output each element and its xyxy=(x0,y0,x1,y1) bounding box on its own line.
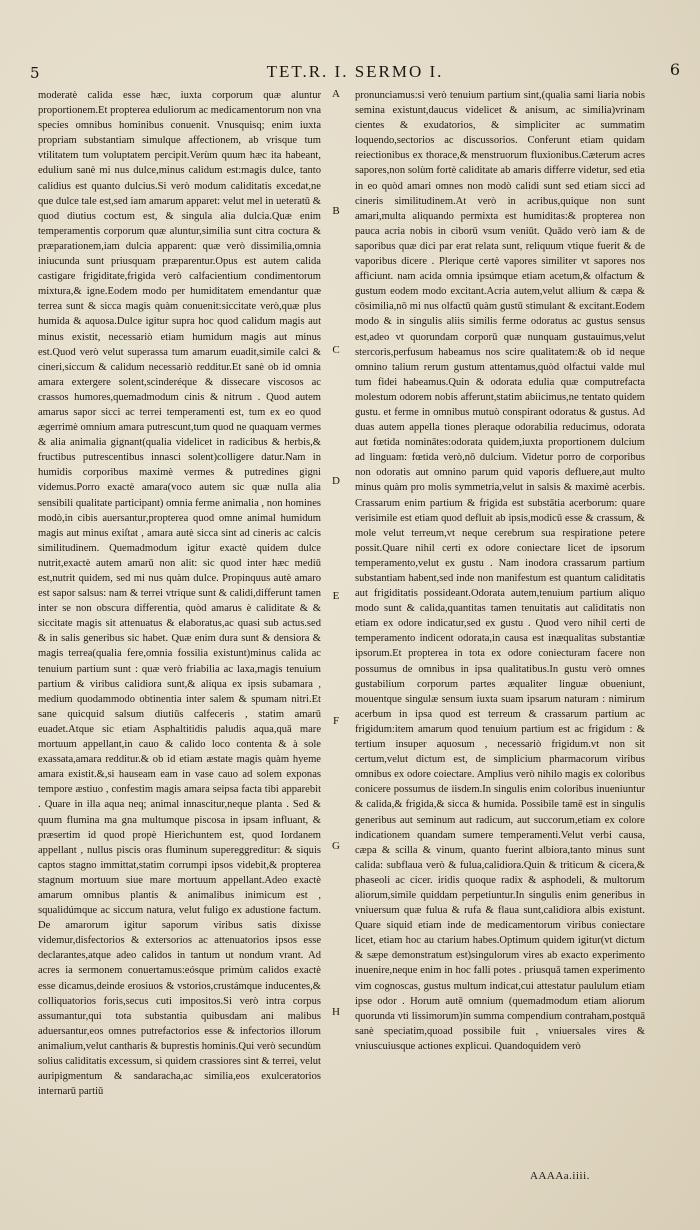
signature-mark: AAAAa.iiii. xyxy=(530,1170,590,1182)
margin-letter-c: C xyxy=(332,344,340,356)
margin-letter-e: E xyxy=(332,590,340,602)
margin-letter-h: H xyxy=(332,1006,340,1018)
margin-letter-d: D xyxy=(332,475,340,487)
margin-letter-f: F xyxy=(332,715,340,727)
folio-right: 6 xyxy=(669,60,680,79)
margin-letter-a: A xyxy=(332,88,340,100)
running-head: TET.R. I. SERMO I. xyxy=(266,62,444,81)
page-header xyxy=(30,60,680,86)
left-column-text: moderatè calida esse hæc, iuxta corporum quæ aluntur proportionem.Et propterea eduliorum ac medicamentorum non vna species omnibus hominibus conuenit. Vnusquisq; enim iuxta propriam substantiam simulque affectionem, ab vrisque tum vtilitatem tum voluptatem percipit.Verùm quum hæc ita habeant, edulium sanè mi nus dulce,minus calidum est:magis dulce, tanto calidius est quanto dulcius.Si verò modum caliditatis excedat,ne que dulce tale est,sed iam amarum apparet: velut mel in ueteratū & quod diutius coctum est, & singula alia dulcia.Quæ enim temperamentis corporum quæ aluntur,similia sunt citra coctura & præparationem,iam dulcia apparent: quæ verò dissimilia,omnia iniucunda sunt priusquam præparentur.Opus est autem calida castigare frigiditate,frigida verò calfacientium condimentorum mixtura,& igne.Eodem modo per humiditatem emendantur quæ terrea sunt & sicca magis quàm conuenit:siccitate verò,quæ plus humida & aquosa.Dulce igitur supra hoc quod calidum magis aut minus existit, necessariò etiam humidum magis aut minus est.Quod verò velut superassa tum amarum euadit,simile calci & cineri,siccum & calidum necessariò redditur.Et sanè ob id omnia amara extergere solent,scinderéque & dissecare viscosos ac crassos humores,quemadmodum cinis & nitrum . Quod autem amarus sapor sicci ac terrei temperamenti est, tum ex eo quod ægerrimè omnium amara putrescunt,tum quod ne quaquam vermes & alia animalia gignant(qualia videlicet in radicibus & herbis,& fructibus putrescentibus innasci solent)colligere datur.Nam in humidis corporibus maximè vermes & putredines gigni videmus.Porro exactè amara(voco autem sic quæ nulla alia sensibili qualitate participant) omnia ferme animalia , non homines modò,in cibis auersantur,propterea quod omne animal humidum magis aut minus exiſtat , amara autè sicca sint ad cineris ac calcis similitudinem. Quemadmodum igitur exactè quidem dulce nutrit,exactè autem amarū non alit: sic quod inter hæc mediū est,nutrit quidem, sed mi nus quàm dulce. Propinquus autè amaro est sapor salsus: nam & terrei vtrique sunt & calidi,differunt tamen inter se non obscura differentia, quòd amarus è caliditate & & siccitate magis sit attenuatus & elaboratus,ac quasi sub actus.sed & in salis generibus sic habet. Quæ enim dura sunt & densiora & magis terrea(qualia fere,omnia fossilia existunt)minus calida ac tenuium partium sunt : quæ verò friabilia ac laxa,magis tenuium partium & viribus calidiora sunt,& aliqua ex ipsis subamara , medium quodammodo obtinentia inter salem & spumam nitri.Et sane quicquid salsum diutiūs calfeceris , statim amarū euadet.Atque sic etiam Asphaltitidis paludis aqua,quā mare mortuum appellant,in cauo & calido loco contenta & à sole exassata,amara redditur.& ob id etiam æstate magis quàm hyeme amara existit.&,si hauseam eam in vase cauo ad solem exponas tempore æstiuo , confestim magis amara seipsa facta tibi apparebit . Quare in illa aqua neq; animal innascitur,neque planta . Sed & quum flumina ma gna multumque piscosa in ipsam influant, & præsertim id quod propè Hierichuntem est, quod Iordanem appellant , nullus piscis oras fluminum supereggreditur: & siquis captos stagno immittat,statim corrumpi ipsos videbit,& propterea stagnum mortuum siue mare mortuum appellant.Adeo exactè amarum omnibus plantis & animalibus inimicum est , squalidúmque ac siccum natura, velut fuligo ex adustione factum. De amarorum igitur saporum viribus satis dixisse videmur,disfectorios & extersorios ac attenuatorios ipsos esse declarantes,atque adeo calidos in tantum ut nondum vrant. Ad acres ia sermonem conuertamus:eósque primùm calidos exactè esse dicamus,deinde erosiuos & vstorios,crustámque inducentes,& colliquatorios foris,secus cuti impositos.Si verò intra corpus assumantur,qui tota substantia quibusdam ani malibus aduersantur,eos omnes putrefactorios esse & infectorios illorum animalium,velut cantharis & buprestis hominis.Qui verò secundùm solius caliditatis excessum, si quidem crassiores sint & terrei, velut auripigmentum & sandaracha,ac similia,eos exulceratorios internarū partiū xyxy=(38,90,321,1098)
folio-left: 5 xyxy=(30,64,40,82)
right-column-text: pronunciamus:si verò tenuium partium sint,(qualia sami liaria nobis semina existunt,daucus videlicet & anisum, ac similia)vrinam cientes & exudatorios, & simpliciter ac summatim loquendo,sectorios ac discussorios. Conferunt etiam quidam reiectionibus ex thorace,& menstruorum fluxionibus.Cæterum acres sapores,non solùm fortè caliditate ab amaris differre videtur, sed etia in eo quòd amari omnes non modò calidi sunt sed etiam sicci ad cineris similitudinem.At verò in acribus,quique non sunt amari,multa aliquando permixta est humiditas:& propterea non pauca acria nobis in ciborū vsum veniūt. Quādo verò iam & de saporibus quæ dici par erat relata sunt, reliquum vtique fuerit & de vaporibus dicere . Plerique certè vapores similiter vt sapores nos afficiunt. nam acida omnia ipsúmque etiam acetum,& olfactum & gustum eodem modo excitant.Acria autem,velut allium & cæpa & cōsimilia,nō mi nus olfactū quàm gustū stimulant & excitant.Eodem modo & in singulis aliis similis ferme odoratus ac gustus sensus est,adeo vt quorundam corporū quæ nunquam gustauimus,velut stercoris,perfusum habeamus nos scire qualitatem:& ob id neque omnino talium rerum gustum attentamus,quòd olfactui valde mul tum fidei habeamus.Quin & odorata edulia quæ computrefacta molestum odorem nobis afferunt,statim abiicimus,ne tentato quidem gustu. et ferme in omnibus mutuò conspirant odoratus & gustus. Ad duas autem appella tiones pleraque odorabilia reducimus, odorata aut fœtida nominātes:odorata quidem,iuxta proportionem dulcium ad linguam: fœtida verò,nō dulcium. Videtur porro de corporibus non odoratis aut omnino parum quid vaporis defluere,aut multo minus quàm pro molis symmetria,velut in salsis & maximè acerbis. Crassarum enim partium & frigida est substātia acerborum: quare verisimile est etiam quod defluit ab ipsis,modicū esse & crassum, & mole velut terreum,vt neque cerebrum sua respiratione petere possit.Quare nihil certi ex odore coniectare licet de ipsorum temperamento,velut ex gustu . Nam inodora crassarum partium substantiam habent,sed inde non manifestum est quantum caliditatis aut frigiditatis possideant.Odorata autem,tenuium partium aliquo modo sunt & calida,quantitas tamen tenuitatis aut caliditatis non etiam ex odore indicatur,sed ex gustu . Quod vero nihil certi de temperamento indicent odorata,in causa est inæqualitas substantiæ ipsorum.Et propterea in tota ex odore coniecturam facere non possumus de omnibus in ipsa qualitatibus.In gustu verò omnes gustabilium corporum partes æqualiter linguæ obueniunt, mouentque singulæ sensum iuxta suam ipsarum naturam : nimirum acerbum in ipsa quod est terreum & crassarum partium ac frigidum:item amarum quod tenuium partium est ac frigidum : & tertium insuper aquosum , necessariò frigidum.vt non sit certum,velut dictum est, de simplicium pharmacorum viribus omnibus ex odore coiectare. Amplius verò nihilo magis ex coloribus conicere possumus de iisdem.In singulis enim coloribus inueniuntur & calida,& frigida,& sicca & humida. Possibile tamē est in singulis generibus aut seminum aut radicum, aut succorum,etiam ex colore indicationem quandam sumere temperamenti.Velut verbi causa, cæpa & scilla & vinum, quanto fuerint albiora,tanto minus sunt calida: subflaua verò & fulua,calidiora.Quin & triticum & cicera,& phaseoli ac cicer. iridis quoque radix & asphodeli, & multorum aliorum,simile quiddam perpetiuntur.In singulis enim generibus in vniuersum quæ fulua & rufa & flaua sunt,calidiora albis existunt. Quare siquid etiam inde de medicamentorum viribus coniectare licet, etiam hoc au ctarium habes.Optimum quidem igitur(vt dictum & sæpe demonstratum est)singulorum vires ab exacto experimento inuenire,neque enim in hoc falli potes . priusquā tamen experimento vim cognoscas, gustus multum indicat,cui attestatur paululum etiam ipse odor . Horum autē omnium (quemadmodum etiam aliorum quorunda vti lissimorum)in summa compendium contraham,postquā sanè speciatim,quoad possibile fuit , vniuersales vires & vniuscuiusque actiones explicui. Quandoquidem verò xyxy=(355,90,645,1052)
right-column xyxy=(355,88,645,1054)
left-column xyxy=(38,88,321,1099)
margin-letter-b: B xyxy=(332,205,340,217)
margin-letters xyxy=(326,88,346,1168)
margin-letter-g: G xyxy=(332,840,340,852)
